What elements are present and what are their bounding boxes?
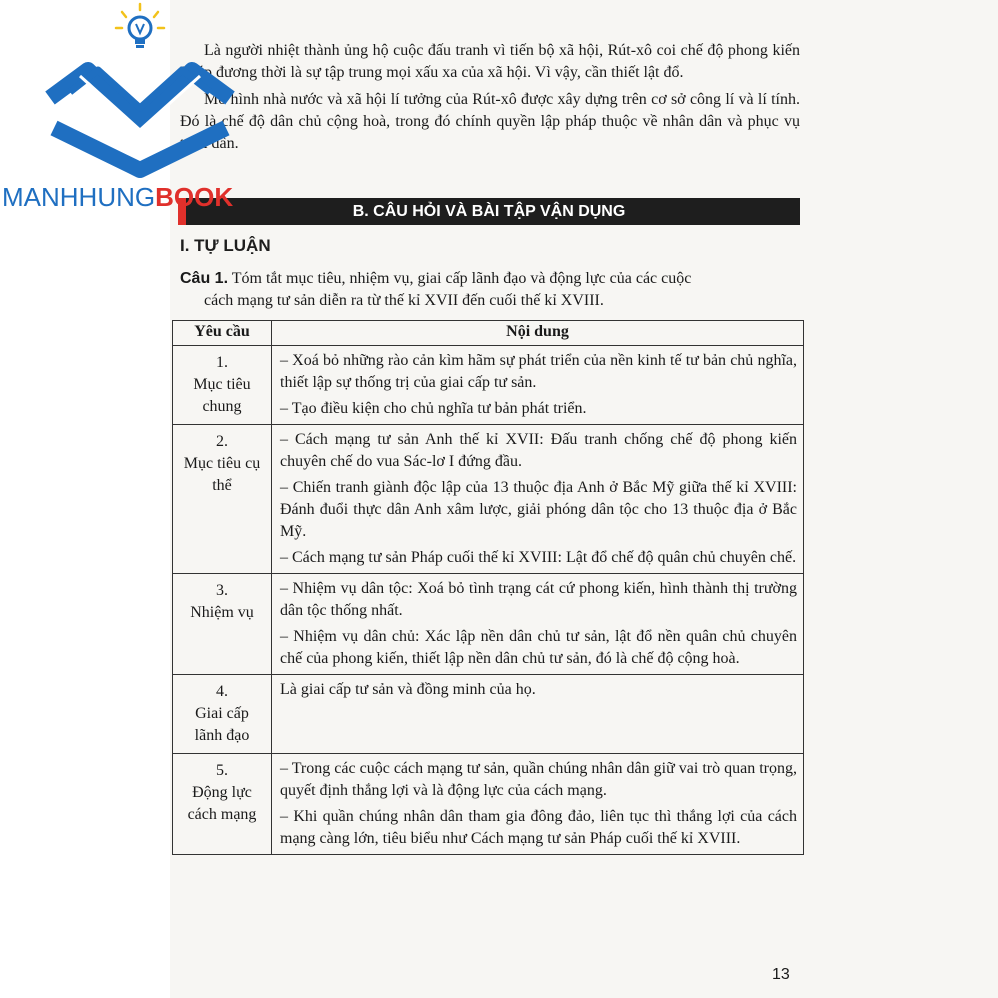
- requirement-cell: [173, 574, 272, 675]
- content-item: – Nhiệm vụ dân tộc: Xoá bỏ tình trạng cát cứ phong kiến, hình thành thị trường dân tộc thống nhất.: [280, 580, 797, 619]
- section-banner-title: B. CÂU HỎI VÀ BÀI TẬP VẬN DỤNG: [352, 203, 626, 220]
- requirement-label: Mục tiêu cụ thể: [183, 455, 261, 494]
- intro-paragraph-1: Là người nhiệt thành ủng hộ cuộc đấu tranh vì tiến bộ xã hội, Rút-xô coi chế độ phong kiến Pháp đương thời là sự tập trung mọi xấu xa của xã hội. Vì vậy, cần thiết lật đổ.: [180, 42, 800, 81]
- question-1: [180, 268, 800, 312]
- requirement-label: Mục tiêu chung: [193, 376, 251, 415]
- table-row: [173, 675, 804, 754]
- requirement-number: 2.: [216, 433, 228, 450]
- content-cell: [272, 425, 804, 574]
- section-banner: [178, 198, 800, 225]
- requirement-label: Động lực cách mạng: [187, 784, 257, 823]
- table-row: [173, 425, 804, 574]
- requirement-number: 4.: [216, 683, 228, 700]
- content-cell: [272, 346, 804, 425]
- content-item: – Cách mạng tư sản Anh thế kỉ XVII: Đấu tranh chống chế độ phong kiến chuyên chế do vua Sác-lơ I đứng đầu.: [280, 431, 797, 470]
- requirement-number: 3.: [216, 582, 228, 599]
- requirement-cell: [173, 425, 272, 574]
- book-logo-icon: [40, 0, 240, 190]
- content-item: – Nhiệm vụ dân chủ: Xác lập nền dân chủ tư sản, lật đổ nền quân chủ chuyên chế của phong kiến, thiết lập nền dân chủ tư sản, đó là chế độ cộng hoà.: [280, 628, 797, 667]
- content-cell: [272, 754, 804, 855]
- table-row: [173, 754, 804, 855]
- header-requirement: Yêu cầu: [173, 321, 272, 346]
- question-text-line-2: cách mạng tư sản diễn ra từ thế kỉ XVII đến cuối thế kỉ XVIII.: [204, 292, 604, 309]
- content-item: – Chiến tranh giành độc lập của 13 thuộc địa Anh ở Bắc Mỹ giữa thế kỉ XVIII: Đánh đuổi thực dân Anh xâm lược, giải phóng dân tộc cho 13 thuộc địa ở Bắc Mỹ.: [280, 479, 797, 540]
- content-item: – Cách mạng tư sản Pháp cuối thế kỉ XVIII: Lật đổ chế độ quân chủ chuyên chế.: [280, 549, 797, 566]
- table-row: [173, 574, 804, 675]
- header-content: Nội dung: [272, 321, 804, 346]
- content-item: – Khi quần chúng nhân dân tham gia đông đảo, liên tục thì thắng lợi của cách mạng càng lớn, tiêu biểu như Cách mạng tư sản Pháp cuối thế kỉ XVIII.: [280, 808, 797, 847]
- content-item: Là giai cấp tư sản và đồng minh của họ.: [280, 681, 536, 698]
- requirement-label: Nhiệm vụ: [190, 604, 254, 621]
- question-label: Câu 1.: [180, 270, 229, 287]
- brand-part-2: BOOK: [155, 182, 234, 212]
- intro-paragraph-2: Mô hình nhà nước và xã hội lí tưởng của Rút-xô được xây dựng trên cơ sở công lí và lí tính. Đó là chế độ dân chủ cộng hoà, trong đó chính quyền lập pháp thuộc về nhân dân và phục vụ toàn dân.: [180, 91, 800, 152]
- content-item: – Tạo điều kiện cho chủ nghĩa tư bản phát triển.: [280, 400, 587, 417]
- section-heading: I. TỰ LUẬN: [180, 236, 271, 255]
- brand-watermark: [2, 182, 233, 213]
- requirement-number: 5.: [216, 762, 228, 779]
- content-item: – Trong các cuộc cách mạng tư sản, quần chúng nhân dân giữ vai trò quan trọng, quyết định thắng lợi và là động lực của cách mạng.: [280, 760, 797, 799]
- intro-text: [180, 40, 800, 160]
- answer-table: [172, 320, 804, 855]
- question-text-line-1: Tóm tắt mục tiêu, nhiệm vụ, giai cấp lãnh đạo và động lực của các cuộc: [231, 270, 692, 287]
- page-number: 13: [772, 966, 790, 983]
- requirement-number: 1.: [216, 354, 228, 371]
- table-row: [173, 346, 804, 425]
- lightbulb-icon: [116, 4, 164, 48]
- content-cell: [272, 675, 804, 754]
- brand-part-1: MANHHUNG: [2, 182, 156, 212]
- requirement-cell: [173, 675, 272, 754]
- requirement-cell: [173, 346, 272, 425]
- requirement-cell: [173, 754, 272, 855]
- table-header-row: [173, 321, 804, 346]
- content-cell: [272, 574, 804, 675]
- requirement-label: Giai cấp lãnh đạo: [194, 705, 250, 744]
- content-item: – Xoá bỏ những rào cản kìm hãm sự phát triển của nền kinh tế tư bản chủ nghĩa, thiết lập sự thống trị của giai cấp tư sản.: [280, 352, 797, 391]
